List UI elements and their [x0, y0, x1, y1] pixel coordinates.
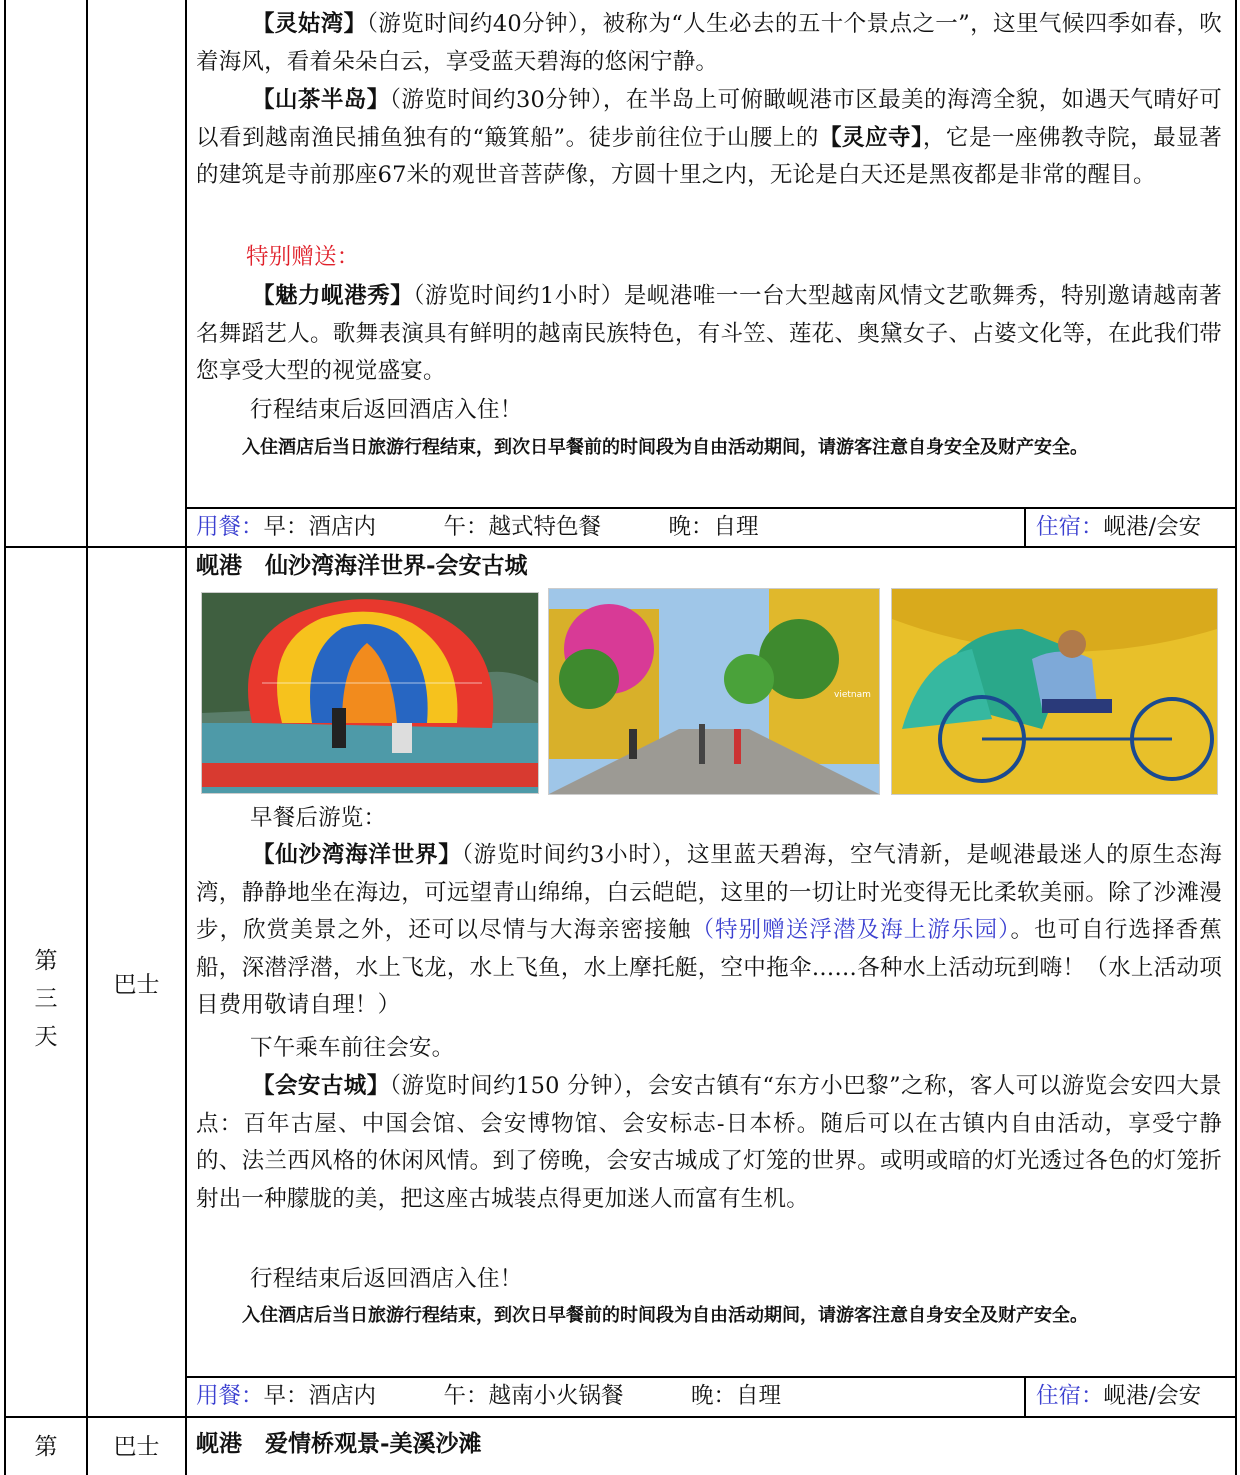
- attraction-title: 【会安古城】: [252, 1073, 390, 1099]
- day-char: 天: [34, 1024, 58, 1050]
- after-breakfast: 早餐后游览：: [250, 805, 387, 831]
- safety-note: 入住酒店后当日旅游行程结束，到次日早餐前的时间段为自由活动期间，请游客注意自身安全及财产安全。: [242, 1305, 1088, 1326]
- attraction-desc: （游览时间约40分钟），被称为“人生必去的五十个景点之一”，这里气候四季如春，吹着海风，看着朵朵白云，享受蓝天碧海的悠闲宁静。: [196, 11, 1222, 75]
- return-to-hotel: 行程结束后返回酒店入住！: [250, 397, 523, 423]
- day4-row-top: [4, 1416, 1237, 1418]
- table-border-right: [1235, 0, 1237, 1475]
- special-gift-label: 特别赠送：: [246, 244, 360, 270]
- stay-row: [1036, 1380, 1201, 1412]
- route-title: 岘港 仙沙湾海洋世界-会安古城: [196, 552, 528, 579]
- meal-text: 早：酒店内 午：越式特色餐 晚：自理: [263, 514, 759, 540]
- meal-row: [196, 511, 759, 543]
- day-label: 第: [34, 1434, 58, 1460]
- bonus-highlight: （特别赠送浮潜及海上游乐园）: [691, 917, 1011, 943]
- table-border-left: [4, 0, 6, 1475]
- meal-row-top: [185, 1376, 1237, 1378]
- transport-label: 巴士: [113, 972, 160, 998]
- day3-row-top: [4, 546, 1237, 548]
- day-char: 第: [34, 948, 58, 974]
- return-to-hotel: 行程结束后返回酒店入住！: [250, 1266, 523, 1292]
- table-col-divider-1: [86, 0, 88, 1475]
- street-photo: [548, 588, 880, 795]
- meal-row: [196, 1380, 781, 1412]
- stay-text: 岘港/会安: [1103, 514, 1202, 540]
- attraction-desc: （游览时间约30分钟），在半岛上可俯瞰岘港市区最美的海湾全貌，如遇天气晴好可以看到越南渔民捕鱼独有的“簸箕船”。徒步前往位于山腰上的: [196, 87, 1222, 151]
- attraction-desc: ，它是一座佛教寺院，最显著的建筑是寺前那座67米的观世音菩萨像，方圆十里之内，无论是白天还是黑夜都是非常的醒目。: [196, 124, 1222, 188]
- stay-divider: [1024, 508, 1026, 548]
- attraction-desc: （游览时间约150 分钟），会安古镇有“东方小巴黎”之称，客人可以游览会安四大景点：百年古屋、中国会馆、会安博物馆、会安标志-日本桥。随后可以在古镇内自由活动，享受宁静的、法兰西风格的休闲风情。到了傍晚，会安古城成了灯笼的世界。或明或暗的灯光透过各色的灯笼折射出一种朦胧的美，把这座古城装点得更加迷人而富有生机。: [196, 1073, 1222, 1212]
- day-label: [6, 942, 86, 1056]
- attraction-desc: （游览时间约3小时），这里蓝天碧海，空气清新，是岘港最迷人的原生态海湾，静静地坐在海边，可远望青山绵绵，白云皑皑，这里的一切让时光变得无比柔软美丽。除了沙滩漫步，欣赏美景之外，还可以尽情与大海亲密接触: [196, 842, 1222, 943]
- attraction-title: 【仙沙湾海洋世界】: [252, 842, 462, 868]
- attraction-desc: 。也可自行选择香蕉船，深潜浮潜，水上飞龙，水上飞鱼，水上摩托艇，空中拖伞……各种水上活动玩到嗨！（水上活动项目费用敬请自理！）: [196, 917, 1222, 1018]
- paragraph-danang-show: [196, 278, 1222, 391]
- paragraph-tien-sa: [196, 837, 1222, 1025]
- stay-divider: [1024, 1377, 1026, 1417]
- parasail-photo: [201, 592, 539, 794]
- stay-text: 岘港/会安: [1103, 1383, 1202, 1409]
- cyclo-photo: [891, 588, 1218, 795]
- photo-watermark: vietnam: [834, 690, 871, 700]
- transport-label: 巴士: [113, 1434, 160, 1460]
- stay-label: 住宿：: [1036, 514, 1104, 540]
- afternoon-note: 下午乘车前往会安。: [250, 1035, 455, 1061]
- attraction-title: 【灵应寺】: [818, 124, 923, 151]
- paragraph-linggu-bay: [196, 6, 1222, 81]
- paragraph-son-tra: [196, 82, 1222, 195]
- attraction-desc: （游览时间约1小时）是岘港唯一一台大型越南风情文艺歌舞秀，特别邀请越南著名舞蹈艺人。歌舞表演具有鲜明的越南民族特色，有斗笠、莲花、奥黛女子、占婆文化等，在此我们带您享受大型的视觉盛宴。: [196, 283, 1222, 384]
- stay-row: [1036, 511, 1201, 543]
- meal-row-top: [185, 507, 1237, 509]
- attraction-title: 【灵姑湾】: [252, 11, 367, 37]
- safety-note: 入住酒店后当日旅游行程结束，到次日早餐前的时间段为自由活动期间，请游客注意自身安全及财产安全。: [242, 437, 1088, 458]
- day-char: 三: [34, 986, 58, 1012]
- meal-label: 用餐：: [196, 1383, 264, 1409]
- attraction-title: 【山茶半岛】: [252, 87, 390, 113]
- meal-text: 早：酒店内 午：越南小火锅餐 晚：自理: [263, 1383, 782, 1409]
- route-title: 岘港 爱情桥观景-美溪沙滩: [196, 1430, 482, 1457]
- table-col-divider-2: [185, 0, 187, 1475]
- attraction-title: 【魅力岘港秀】: [252, 283, 414, 309]
- stay-label: 住宿：: [1036, 1383, 1104, 1409]
- meal-label: 用餐：: [196, 514, 264, 540]
- paragraph-hoi-an: [196, 1068, 1222, 1218]
